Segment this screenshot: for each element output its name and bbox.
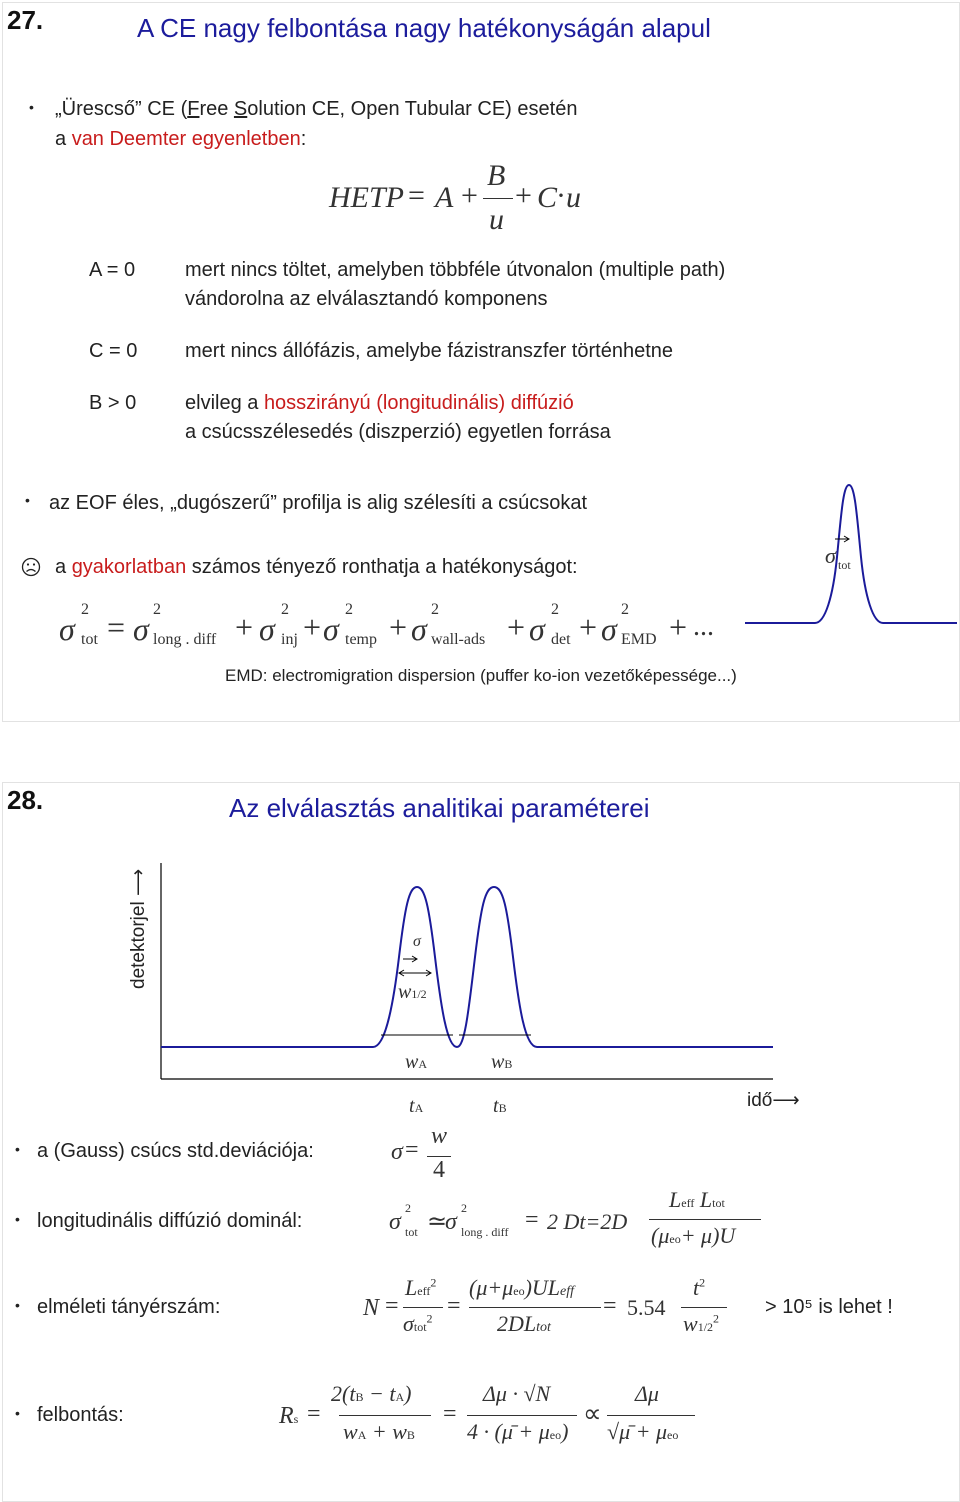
eq3-num2: (μ+μeo)ULeff [469,1275,575,1300]
eq3-num3: $t^2$ [693,1275,706,1300]
superscript: 2 [431,601,439,618]
equals-sign: = [385,1293,399,1319]
sigma-symbol: σ [601,611,617,647]
sigma-symbol: σ [133,611,149,647]
eq3-den2: 2DLtot [497,1311,551,1336]
sad-face-icon [21,557,41,582]
slide-28 [2,782,960,1502]
x-axis-label: idő⟶ [747,1090,800,1111]
sigma-symbol: σ [529,611,545,647]
fraction-line [649,1219,761,1220]
emd-note: EMD: electromigration dispersion (puffer ko-ion vezetőképessége...) [225,666,737,685]
item-resolution-label: felbontás: [37,1404,124,1426]
row-text-b-line1: elvileg a hosszirányú (longitudinális) diffúzió [185,392,574,414]
arrow-right-icon: ⟶ [128,868,149,902]
chromatogram-graph [123,847,823,1127]
subscript: tot [81,631,98,648]
plus-sign: + [669,609,688,645]
formula-plus: + [515,179,532,212]
sigma-label: σ [413,933,421,950]
plus-sign: + [389,609,408,645]
formula-a: A [435,181,454,214]
ellipsis: ... [693,611,714,642]
bullet-gyakorlatban: a gyakorlatban számos tényező ronthatja a hatékonyságot: [55,556,578,578]
fraction-line [483,198,513,199]
row-text-b-line2: a csúcsszélesedés (diszperzió) egyetlen forrása [185,421,611,443]
subscript: tot [405,1225,418,1239]
eq3-num1: Leff$^2$ [405,1275,437,1300]
superscript: 2 [405,1201,411,1215]
bullet-dot: • [15,1211,20,1227]
sigma-symbol: σ [391,1139,403,1165]
bullet-ures-cso-line2: a van Deemter egyenletben: [55,128,307,150]
bullet-dot: • [15,1297,20,1313]
peak-curve [745,485,957,623]
eq4-num2: Δμ · √N [483,1381,551,1406]
slide-27 [2,2,960,722]
equals-sign: = [307,1401,321,1427]
formula-c: C [537,181,558,214]
row-label-a: A = 0 [89,259,136,281]
formula-dot: · [556,179,566,212]
item-diffusion-label: longitudinális diffúzió dominál: [37,1210,303,1232]
formula-b: B [487,159,506,192]
formula-hetp: HETP [329,181,404,214]
formula-u: u [489,203,504,236]
tB-label: tB [493,1095,507,1117]
proportional-sign: ∝ [583,1399,602,1428]
equals-sign: = [443,1401,457,1427]
sigma-symbol: σ [389,1209,401,1235]
arrow-right-icon: ⟶ [772,1090,800,1111]
equals-sign: = [603,1293,617,1319]
wB-label: wB [491,1051,513,1073]
eq4-lhs: Rs [279,1403,299,1429]
approx-sign: ≃ [427,1209,448,1235]
row-label-c: C = 0 [89,340,138,362]
subscript: long . diff [461,1225,509,1239]
fraction-line [403,1307,443,1308]
sigma-symbol: σ [323,611,339,647]
n-symbol: N [363,1295,380,1321]
fraction-line [681,1307,727,1308]
eq1-denominator: 4 [433,1157,445,1183]
bullet-eof: az EOF éles, „dugószerű” profilja is alig szélesíti a csúcsokat [49,492,587,514]
fraction-line [607,1415,695,1416]
eq1-numerator: w [431,1123,448,1149]
subscript: det [551,631,571,648]
slide-title: Az elválasztás analitikai paraméterei [229,793,650,823]
subscript: long . diff [153,631,217,648]
bullet-ures-cso-line1: „Ürescső” CE (Free Solution CE, Open Tubular CE) esetén [55,98,578,120]
superscript: 2 [621,601,629,618]
superscript: 2 [81,601,89,618]
subscript: wall-ads [431,631,486,648]
subscript: inj [281,631,298,648]
equals-sign: = [447,1293,461,1319]
fraction-line [339,1415,431,1416]
eq4-den3: √μ̄ + μeo [607,1419,679,1444]
sigma-symbol: σ [259,611,275,647]
plus-sign: + [235,609,254,645]
equals-sign: = [525,1207,539,1233]
subscript: temp [345,631,377,648]
superscript: 2 [153,601,161,618]
eq4-num1: 2(tB − tA) [331,1381,412,1406]
eq3-den3: $w1/2^2$ [683,1311,720,1336]
plus-sign: + [507,609,526,645]
slide-number: 27. [7,5,44,35]
slide-title: A CE nagy felbontása nagy hatékonyságán alapul [137,13,711,43]
formula-u: u [566,181,581,214]
row-text-a-line2: vándorolna az elválasztandó komponens [185,288,548,310]
bullet-dot: • [15,1141,20,1157]
sigma-symbol: σ [411,611,427,647]
chromatogram-curve [161,887,773,1047]
item-gauss-label: a (Gauss) csúcs std.deviációja: [37,1140,314,1162]
eq4-den2: 4 · (μ̄ + μeo) [467,1419,569,1444]
sigma-tot-peak-graph [743,477,959,629]
w-half-label: w1/2 [398,981,427,1003]
formula-plus: + [461,179,478,212]
plus-sign: + [303,609,322,645]
peak-sigma-label: σ [825,543,836,568]
eq4-num3: Δμ [635,1381,659,1406]
eq3-den1: σtot$^2$ [403,1311,433,1336]
slide-number: 28. [7,785,44,815]
sigma-symbol: σ [59,611,75,647]
eq2-middle: 2 Dt=2D [547,1209,628,1234]
superscript: 2 [551,601,559,618]
formula-equals: = [408,179,425,212]
wA-label: wA [405,1051,428,1073]
eq2-numerator: Leff Ltot [669,1187,725,1212]
eq2-denominator: (μeo+ μ)U [651,1223,736,1248]
superscript: 2 [345,601,353,618]
eq3-coefficient: 5.54 [627,1295,666,1320]
y-axis-label: detektorjel ⟶ [128,868,149,989]
fraction-line [467,1415,577,1416]
peak-sigma-sub: tot [838,558,851,572]
row-text-c: mert nincs állófázis, amelybe fázistranszfer történhetne [185,340,673,362]
subscript: EMD [621,631,657,648]
item-plate-number-label: elméleti tányérszám: [37,1296,221,1318]
row-text-a-line1: mert nincs töltet, amelyben többféle útvonalon (multiple path) [185,259,726,281]
fraction-line [469,1307,601,1308]
superscript: 2 [461,1201,467,1215]
superscript: 2 [281,601,289,618]
equals-sign: = [107,609,126,645]
equals-sign: = [405,1137,419,1163]
plate-number-note: > 10⁵ is lehet ! [765,1296,893,1318]
eq4-den1: wA + wB [343,1419,415,1444]
sigma-symbol: σ [445,1209,457,1235]
bullet-dot: • [25,492,30,508]
bullet-dot: • [15,1405,20,1421]
tA-label: tA [409,1095,424,1117]
plus-sign: + [579,609,598,645]
bullet-dot: • [29,99,34,115]
row-label-b: B > 0 [89,392,137,414]
